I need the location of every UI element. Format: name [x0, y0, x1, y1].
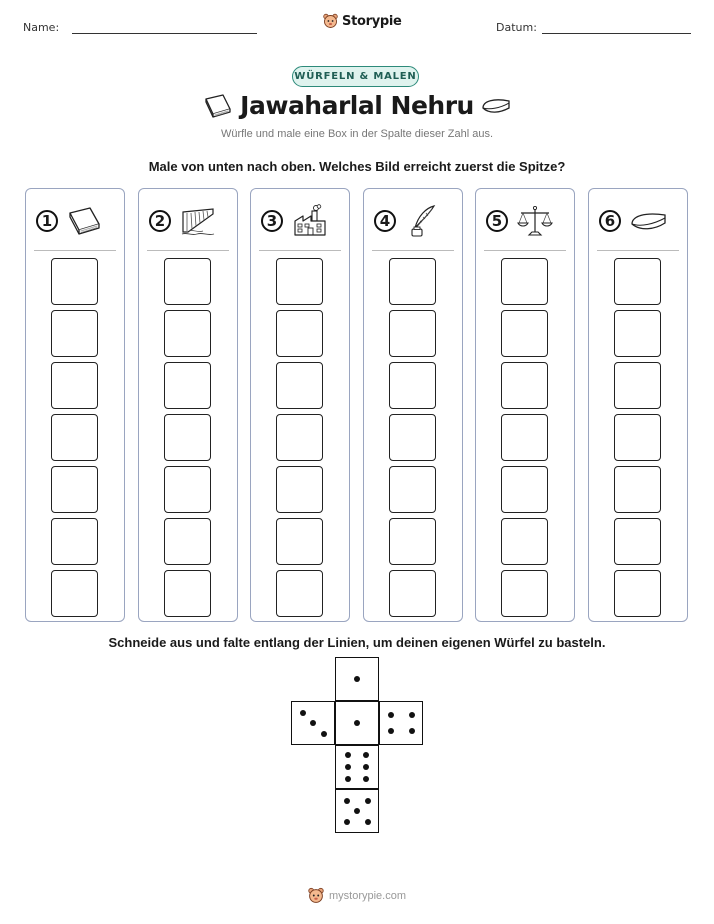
color-box[interactable] — [276, 414, 323, 461]
color-box[interactable] — [614, 466, 661, 513]
column-number: 2 — [149, 210, 171, 232]
color-box[interactable] — [501, 258, 548, 305]
color-box[interactable] — [164, 362, 211, 409]
column-2 — [138, 188, 238, 622]
column-number: 5 — [486, 210, 508, 232]
color-box[interactable] — [614, 362, 661, 409]
color-box[interactable] — [276, 570, 323, 617]
color-box[interactable] — [276, 362, 323, 409]
factory-icon — [291, 204, 329, 238]
date-line[interactable] — [542, 33, 691, 34]
die-face-6 — [335, 745, 379, 789]
color-box[interactable] — [51, 310, 98, 357]
subtitle: Würfle und male eine Box in der Spalte dieser Zahl aus. — [220, 128, 494, 140]
die-face-1 — [335, 701, 379, 745]
color-box[interactable] — [389, 258, 436, 305]
color-box[interactable] — [501, 362, 548, 409]
dam-icon — [179, 204, 217, 238]
color-box[interactable] — [501, 570, 548, 617]
color-box[interactable] — [51, 258, 98, 305]
color-box[interactable] — [614, 518, 661, 565]
color-box[interactable] — [389, 414, 436, 461]
column-number: 4 — [374, 210, 396, 232]
cap-icon — [629, 204, 669, 238]
column-number: 1 — [36, 210, 58, 232]
die-face-3 — [291, 701, 335, 745]
column-4 — [363, 188, 463, 622]
color-box[interactable] — [501, 310, 548, 357]
column-1 — [25, 188, 125, 622]
die-face-4 — [379, 701, 423, 745]
footer — [308, 887, 406, 904]
name-line[interactable] — [72, 33, 257, 34]
cut-instruction: Schneide aus und falte entlang der Linien, um deinen eigenen Würfel zu basteln. — [108, 635, 606, 650]
name-label: Name: — [23, 21, 60, 34]
column-5 — [475, 188, 575, 622]
color-box[interactable] — [276, 310, 323, 357]
color-box[interactable] — [276, 258, 323, 305]
cap-icon — [480, 95, 512, 117]
color-box[interactable] — [501, 518, 548, 565]
storypie-mascot-icon — [323, 13, 338, 29]
column-6 — [588, 188, 688, 622]
color-box[interactable] — [51, 414, 98, 461]
color-box[interactable] — [164, 258, 211, 305]
date-label: Datum: — [496, 21, 537, 34]
color-box[interactable] — [614, 258, 661, 305]
activity-badge: WÜRFELN & MALEN — [292, 66, 419, 87]
column-3 — [250, 188, 350, 622]
scales-icon — [516, 204, 554, 238]
quill-inkpot-icon — [404, 204, 442, 238]
instruction: Male von unten nach oben. Welches Bild erreicht zuerst die Spitze? — [148, 159, 566, 174]
color-box[interactable] — [389, 310, 436, 357]
color-box[interactable] — [164, 518, 211, 565]
die-face-1 — [335, 657, 379, 701]
color-box[interactable] — [164, 570, 211, 617]
color-box[interactable] — [51, 362, 98, 409]
color-box[interactable] — [614, 310, 661, 357]
brand-name: Storypie — [342, 13, 402, 29]
color-box[interactable] — [164, 414, 211, 461]
color-box[interactable] — [501, 414, 548, 461]
color-box[interactable] — [389, 570, 436, 617]
color-box[interactable] — [51, 570, 98, 617]
color-box[interactable] — [614, 570, 661, 617]
page-title: Jawaharlal Nehru — [240, 91, 474, 120]
color-box[interactable] — [164, 466, 211, 513]
color-box[interactable] — [276, 466, 323, 513]
brand-logo — [323, 13, 402, 29]
color-box[interactable] — [389, 518, 436, 565]
footer-url[interactable]: mystorypie.com — [329, 889, 407, 902]
color-box[interactable] — [164, 310, 211, 357]
color-box[interactable] — [614, 414, 661, 461]
column-number: 6 — [599, 210, 621, 232]
book-icon — [66, 204, 104, 238]
die-face-5 — [335, 789, 379, 833]
color-box[interactable] — [389, 362, 436, 409]
color-box[interactable] — [51, 466, 98, 513]
color-box[interactable] — [389, 466, 436, 513]
column-number: 3 — [261, 210, 283, 232]
color-box[interactable] — [51, 518, 98, 565]
storypie-mascot-icon — [308, 887, 324, 904]
color-box[interactable] — [276, 518, 323, 565]
color-box[interactable] — [501, 466, 548, 513]
